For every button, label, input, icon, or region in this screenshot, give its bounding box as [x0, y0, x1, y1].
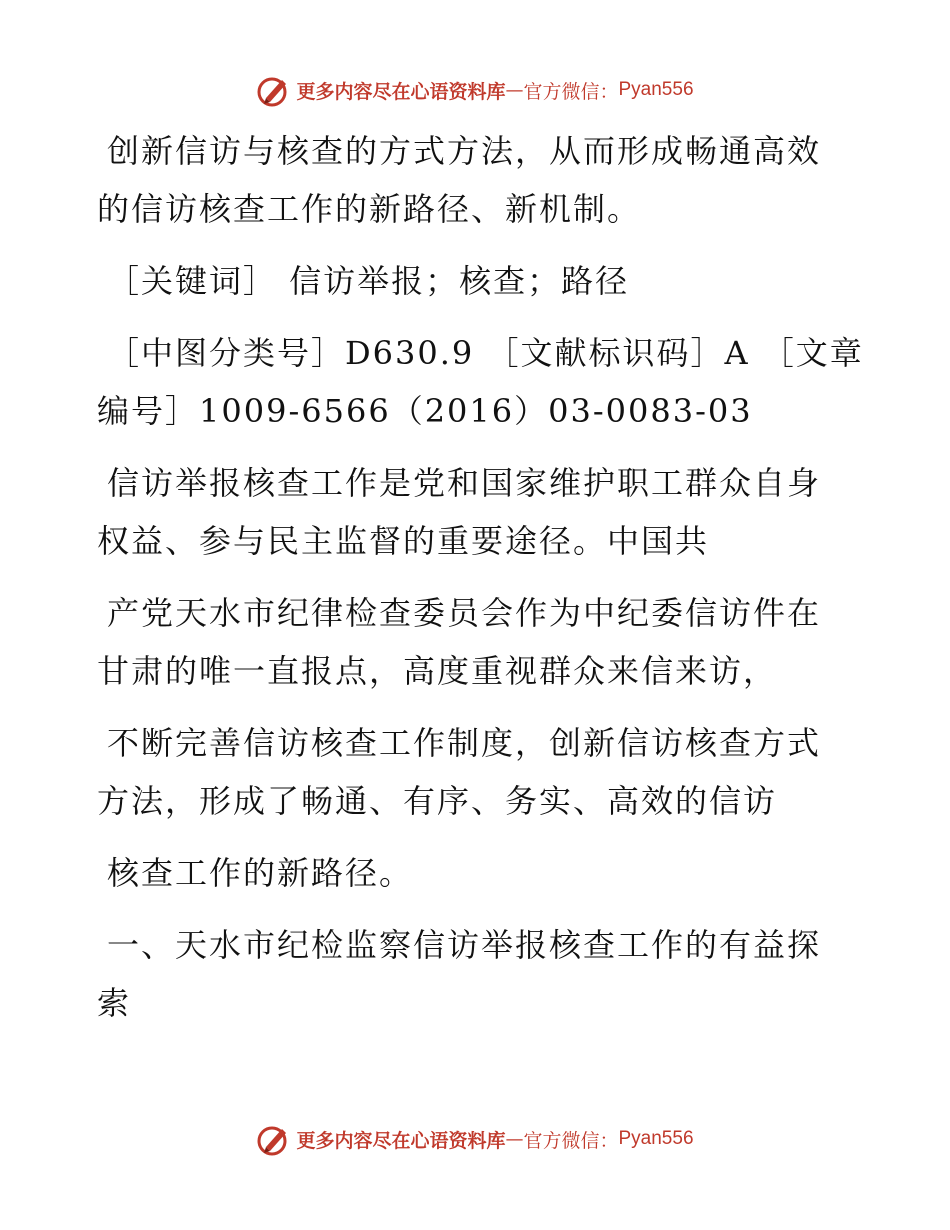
text-line: 权益、参与民主监督的重要途径。中国共 — [97, 522, 710, 560]
text-line: 核查工作的新路径。 — [107, 854, 414, 892]
text-line: 不断完善信访核查工作制度，创新信访核查方式 — [107, 724, 822, 762]
footer-watermark-banner — [0, 1119, 950, 1159]
section-heading — [97, 916, 857, 1032]
paragraph-body-1 — [97, 454, 857, 570]
text-line: 产党天水市纪律检查委员会作为中纪委信访件在 — [107, 594, 822, 632]
text-line: 索 — [97, 984, 132, 1022]
text-line: ［关键词］ 信访举报；核查；路径 — [107, 262, 630, 300]
banner-wechat-id: Pyan556 — [618, 1128, 694, 1149]
text-line: 编号］1009-6566（2016）03-0083-03 — [97, 392, 753, 430]
banner-wechat-label: 官方微信： — [523, 1129, 619, 1152]
paragraph-body-2 — [97, 584, 857, 700]
banner-dash: — — [505, 79, 524, 101]
document-body — [97, 122, 864, 1046]
banner-main-text: 更多内容尽在心语资料库 — [296, 1129, 506, 1152]
text-line: ［中图分类号］D630.9 ［文献标识码］A ［文章 — [107, 334, 864, 372]
header-watermark-banner — [0, 70, 950, 110]
pen-logo-icon — [256, 1121, 292, 1157]
banner-wechat-label: 官方微信： — [523, 80, 619, 103]
banner-main-text: 更多内容尽在心语资料库 — [296, 80, 506, 103]
paragraph-intro — [97, 122, 857, 238]
text-line: 方法，形成了畅通、有序、务实、高效的信访 — [97, 782, 778, 820]
paragraph-body-3 — [97, 714, 857, 830]
text-line: 一、天水市纪检监察信访举报核查工作的有益探 — [107, 926, 822, 964]
text-line: 的信访核查工作的新路径、新机制。 — [97, 190, 642, 228]
paragraph-keywords — [97, 252, 857, 310]
text-line: 创新信访与核查的方式方法，从而形成畅通高效 — [107, 132, 822, 170]
text-line: 甘肃的唯一直报点，高度重视群众来信来访， — [97, 652, 778, 690]
paragraph-classification — [97, 324, 864, 440]
banner-dash: — — [505, 1128, 524, 1150]
banner-wechat-id: Pyan556 — [618, 79, 694, 100]
paragraph-body-4 — [97, 844, 857, 902]
pen-logo-icon — [256, 72, 292, 108]
text-line: 信访举报核查工作是党和国家维护职工群众自身 — [107, 464, 822, 502]
